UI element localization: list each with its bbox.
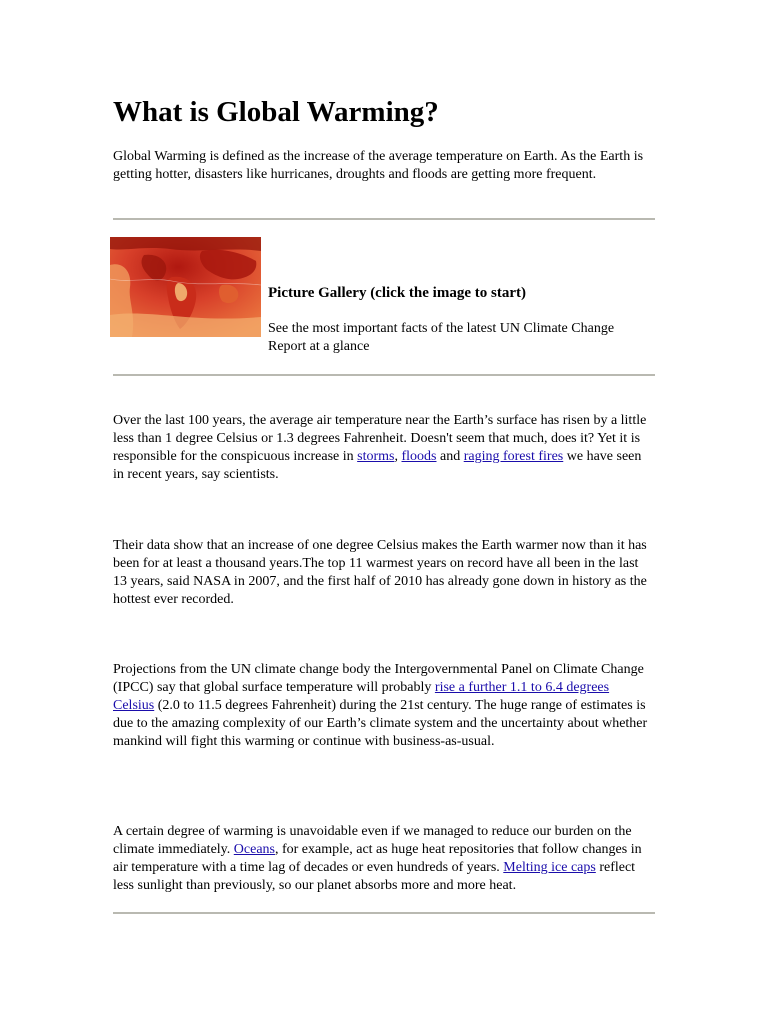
- paragraph-text: A certain degree of warming is unavoidable even if we managed to reduce our burden on the climate immediately.: [113, 824, 632, 857]
- paragraph-text: Over the last 100 years, the average air temperature near the Earth’s surface has risen by a little less than 1 degree Celsius or 1.3 degrees Fahrenheit. Doesn't seem that much, does it? Yet it is responsible for the conspicuous increase in: [113, 413, 647, 464]
- paragraph-text: , for example, act as huge heat repositories that follow changes in air temperature with a time lag of decades or even hundreds of years.: [113, 842, 642, 875]
- melting-ice-caps-link[interactable]: Melting ice caps: [503, 860, 596, 875]
- temperature-map-image: [110, 237, 261, 337]
- paragraph-text: (2.0 to 11.5 degrees Fahrenheit) during the 21st century. The huge range of estimates is due to the amazing complexity of our Earth’s climate system and the uncertainty about whether mankind will fight this warming or continue with business-as-usual.: [113, 698, 648, 749]
- oceans-link[interactable]: Oceans: [233, 842, 275, 857]
- paragraph-text: we have seen in recent years, say scientists.: [113, 449, 642, 482]
- divider: [113, 912, 655, 914]
- paragraph-temperature-rise: [113, 412, 653, 484]
- paragraph-text: Projections from the UN climate change body the Intergovernmental Panel on Climate Change (IPCC) say that global surface temperature will probably: [113, 662, 644, 695]
- paragraph-text: ,: [394, 449, 402, 464]
- paragraph-nasa-data: Their data show that an increase of one degree Celsius makes the Earth warmer now than it has been for at least a thousand years.The top 11 warmest years on record have all been in the last 13 years, said NASA in 2007, and the first half of 2010 has already gone down in history as the hottest ever recorded.: [113, 538, 647, 607]
- paragraph-ipcc-projections: [113, 661, 653, 751]
- gallery-description: See the most important facts of the latest UN Climate Change Report at a glance: [268, 321, 615, 354]
- paragraph-text: reflect less sunlight than previously, so our planet absorbs more and more heat.: [113, 860, 636, 893]
- gallery-title: Picture Gallery (click the image to start): [268, 285, 526, 301]
- paragraph-unavoidable-warming: [113, 823, 653, 895]
- storms-link[interactable]: storms: [357, 449, 395, 464]
- divider: [113, 218, 655, 220]
- page-title: What is Global Warming?: [113, 96, 439, 128]
- intro-paragraph: Global Warming is defined as the increase of the average temperature on Earth. As the Earth is getting hotter, disasters like hurricanes, droughts and floods are getting more frequent.: [113, 149, 644, 182]
- divider: [113, 374, 655, 376]
- floods-link[interactable]: floods: [401, 449, 437, 464]
- temperature-rise-link[interactable]: rise a further 1.1 to 6.4 degrees Celsius: [113, 680, 610, 713]
- paragraph-text: and: [436, 449, 464, 464]
- gallery-thumbnail[interactable]: [110, 237, 261, 337]
- forest-fires-link[interactable]: raging forest fires: [463, 449, 564, 464]
